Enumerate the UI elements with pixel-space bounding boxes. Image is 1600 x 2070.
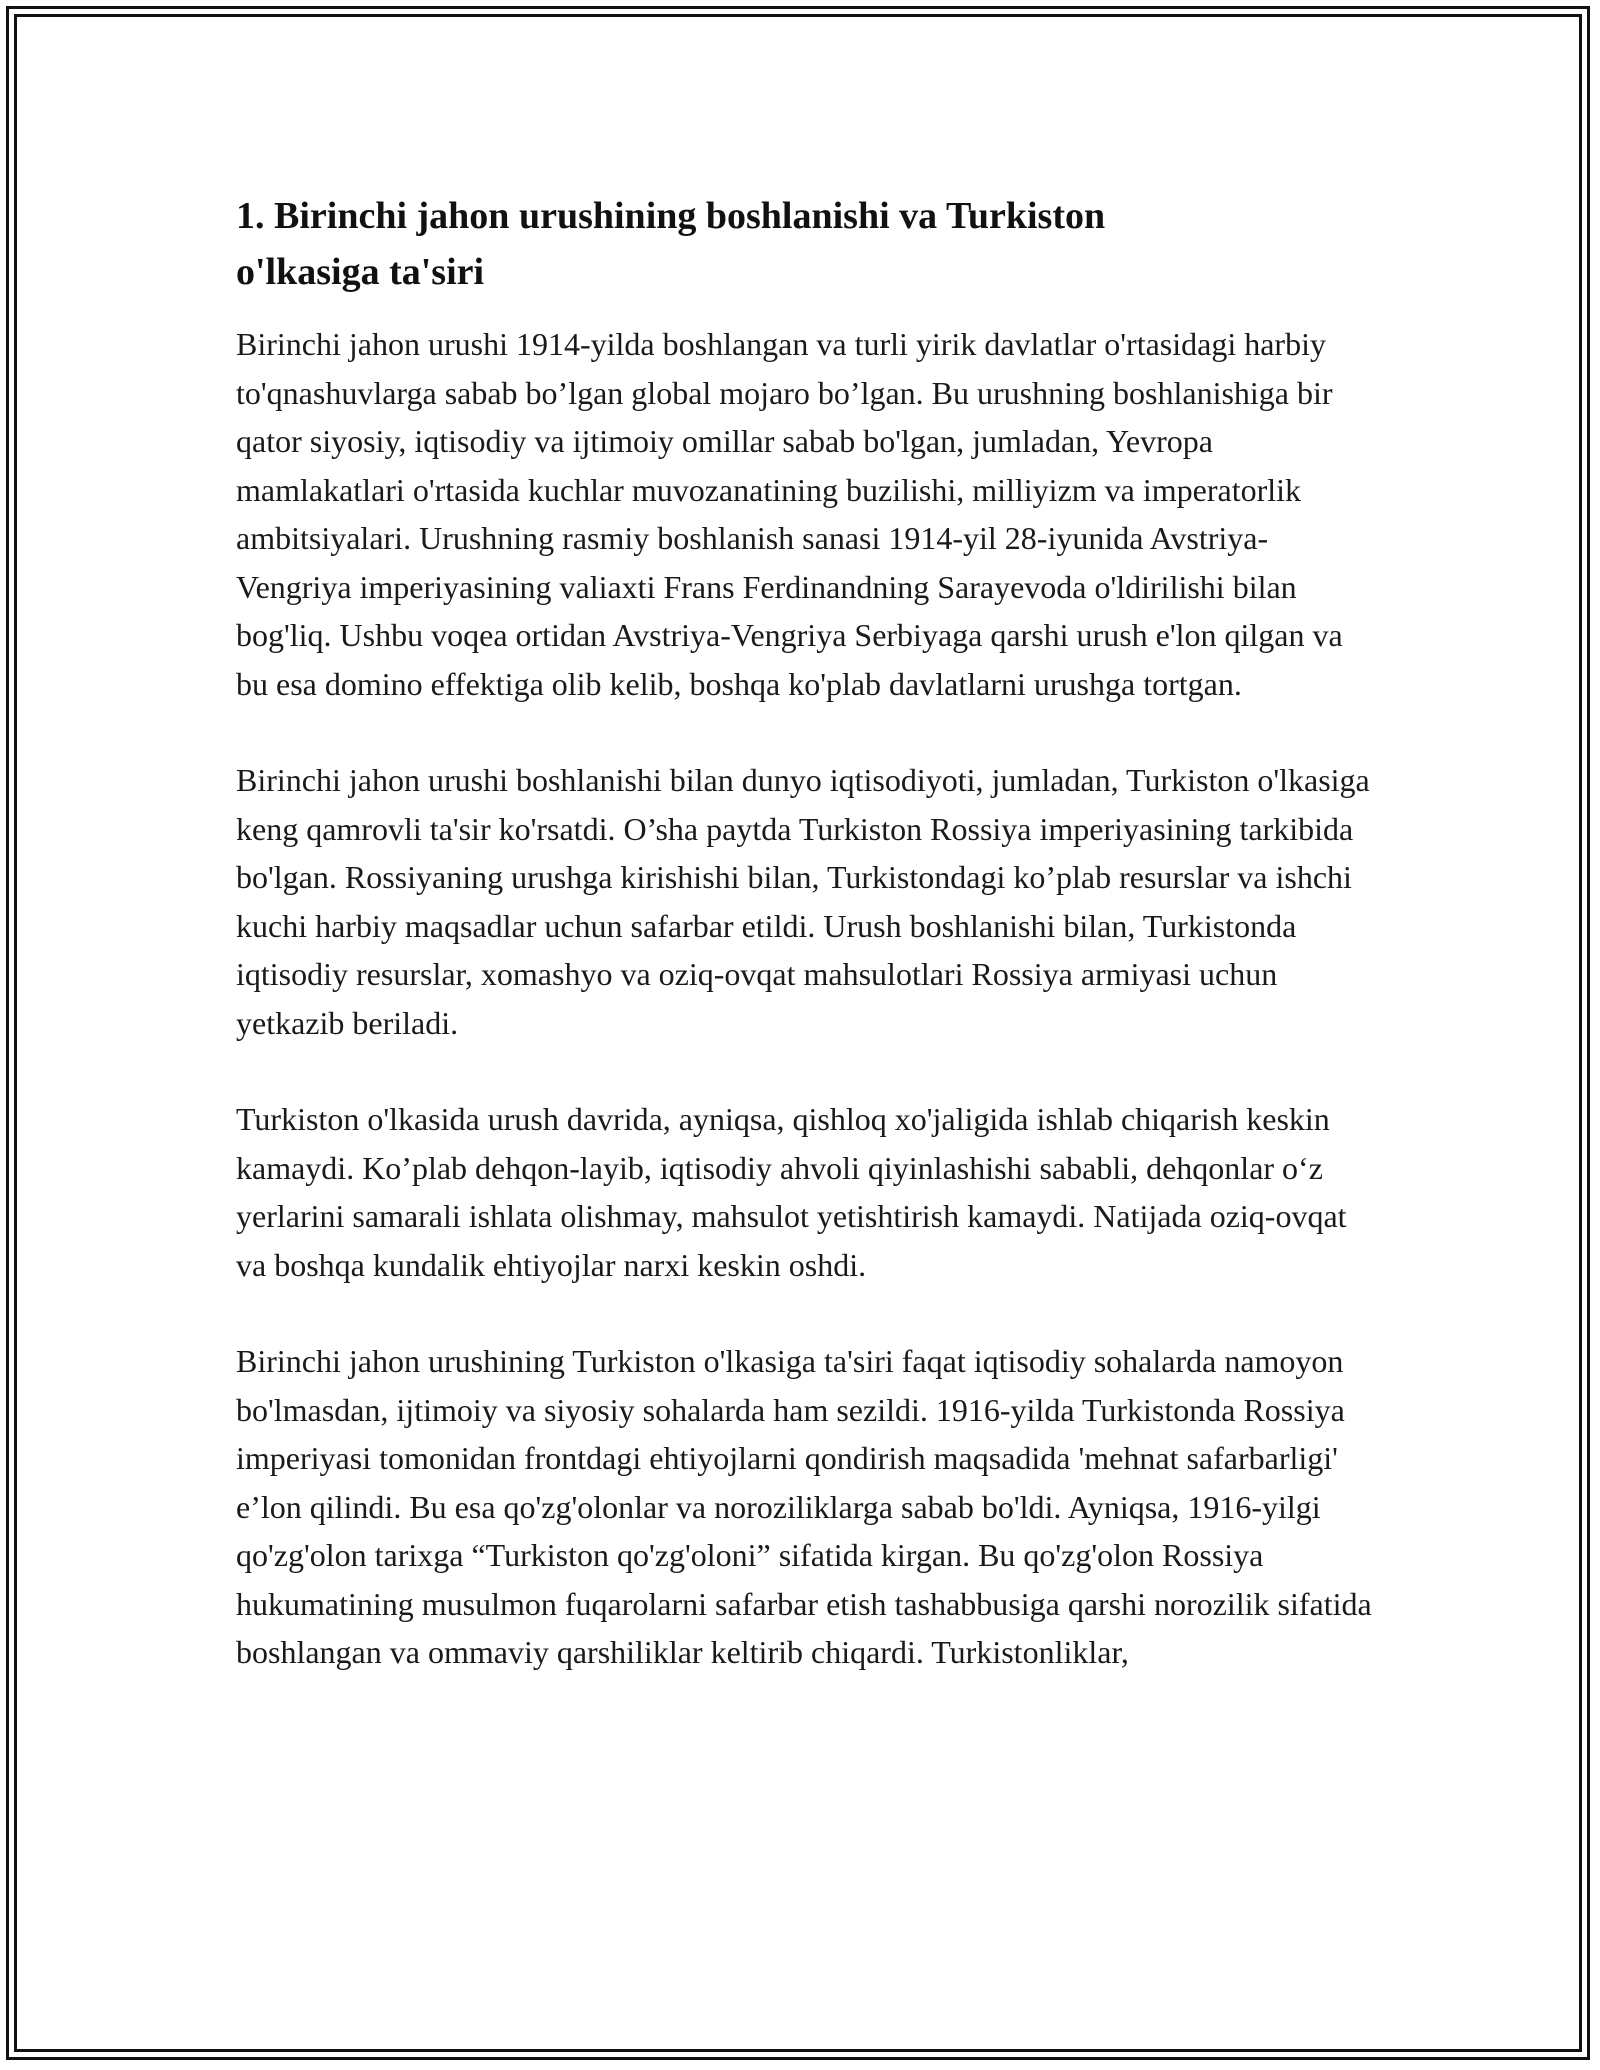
paragraph-2: Birinchi jahon urushi boshlanishi bilan dunyo iqtisodiyoti, jumladan, Turkiston o'lkasiga keng qamrovli ta'sir ko'rsatdi. O’sha paytda Turkiston Rossiya imperiyasining tarkibida bo'lgan. Rossiyaning urushga kirishishi bilan, Turkistondagi ko’plab resurslar va ishchi kuchi harbiy maqsadlar uchun safarbar etildi. Urush boshlanishi bilan, Turkistonda iqtisodiy resurslar, xomashyo va oziq-ovqat mahsulotlari Rossiya armiyasi uchun yetkazib beriladi.	[236, 762, 1370, 1041]
paragraph-4: Birinchi jahon urushining Turkiston o'lkasiga ta'siri faqat iqtisodiy sohalarda namoyon bo'lmasdan, ijtimoiy va siyosiy sohalarda ham sezildi. 1916-yilda Turkistonda Rossiya imperiyasi tomonidan frontdagi ehtiyojlarni qondirish maqsadida 'mehnat safarbarligi' e’lon qilindi. Bu esa qo'zg'olonlar va noroziliklarga sabab bo'ldi. Ayniqsa, 1916-yilgi qo'zg'olon tarixga “Turkiston qo'zg'oloni” sifatida kirgan. Bu qo'zg'olon Rossiya hukumatining musulmon fuqarolarni safarbar etish tashabbusiga qarshi norozilik sifatida boshlangan va ommaviy qarshiliklar keltirib chiqardi. Turkistonliklar,	[236, 1343, 1372, 1670]
paragraph-1: Birinchi jahon urushi 1914-yilda boshlangan va turli yirik davlatlar o'rtasidagi harbiy to'qnashuvlarga sabab bo’lgan global mojaro bo’lgan. Bu urushning boshlanishiga bir qator siyosiy, iqtisodiy va ijtimoiy omillar sabab bo'lgan, jumladan, Yevropa mamlakatlari o'rtasida kuchlar muvozanatining buzilishi, milliyizm va imperatorlik ambitsiyalari. Urushning rasmiy boshlanish sanasi 1914-yil 28-iyunida Avstriya-Vengriya imperiyasining valiaxti Frans Ferdinandning Sarayevoda o'ldirilishi bilan bog'liq. Ushbu voqea ortidan Avstriya-Vengriya Serbiyaga qarshi urush e'lon qilgan va bu esa domino effektiga olib kelib, boshqa ko'plab davlatlarni urushga tortgan.	[236, 326, 1343, 702]
document-body	[236, 188, 1376, 1725]
section-heading: 1. Birinchi jahon urushining boshlanishi va Turkiston o'lkasiga ta'siri	[236, 195, 1106, 293]
paragraph-3: Turkiston o'lkasida urush davrida, ayniqsa, qishloq xo'jaligida ishlab chiqarish keskin kamaydi. Ko’plab dehqon-layib, iqtisodiy ahvoli qiyinlashishi sababli, dehqonlar o‘z yerlarini samarali ishlata olishmay, mahsulot yetishtirish kamaydi. Natijada oziq-ovqat va boshqa kundalik ehtiyojlar narxi keskin oshdi.	[236, 1101, 1347, 1283]
